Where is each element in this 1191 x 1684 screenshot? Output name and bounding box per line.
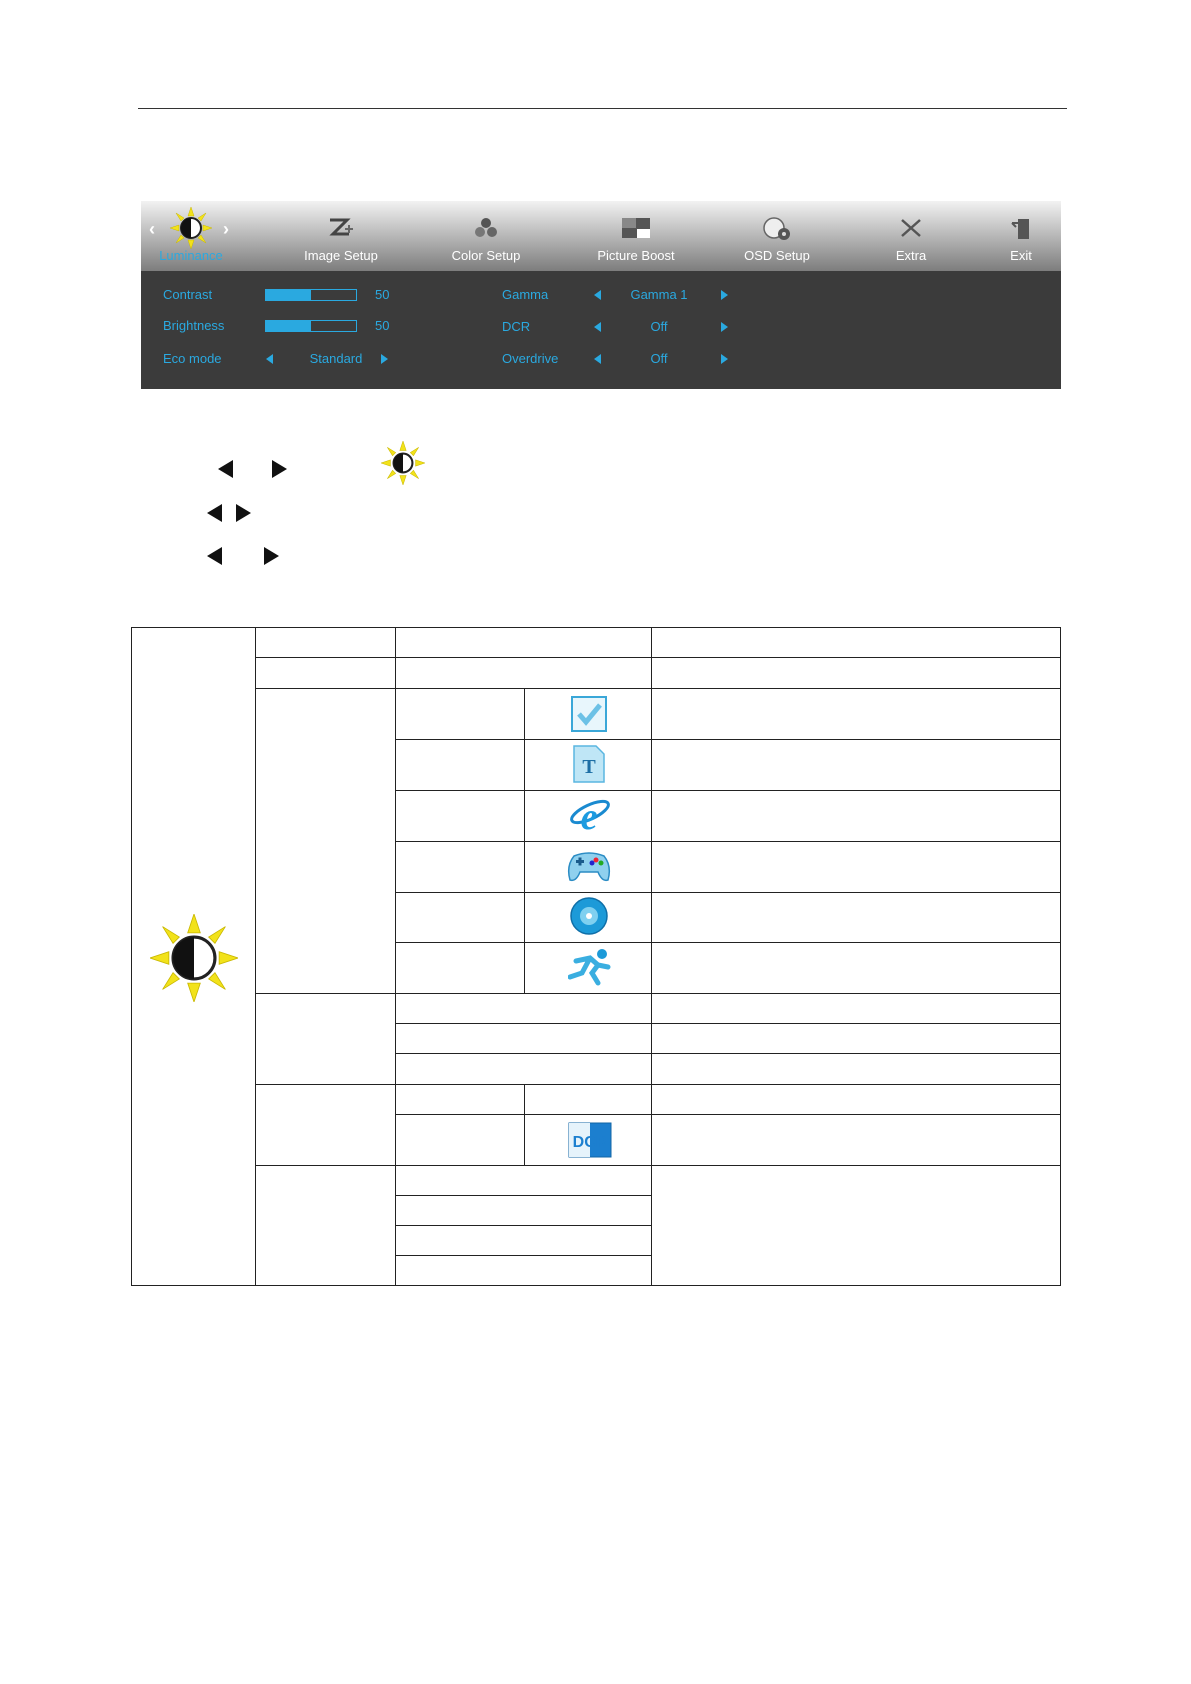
tab-label: Picture Boost <box>597 248 675 263</box>
table-divider <box>395 628 396 1285</box>
tab-osd-setup[interactable] <box>717 201 837 271</box>
brightness-slider-fill <box>266 321 311 331</box>
table-divider <box>395 841 1060 842</box>
internet-explorer-icon <box>568 794 610 836</box>
eco-mode-next-arrow[interactable] <box>381 354 388 364</box>
gamepad-icon <box>569 853 610 880</box>
overdrive-prev-arrow[interactable] <box>594 354 601 364</box>
svg-text:e: e <box>580 796 598 836</box>
picture-boost-icon <box>621 217 651 239</box>
exit-icon <box>1010 217 1032 241</box>
checkmark-icon <box>570 695 608 733</box>
left-arrow-icon <box>218 460 233 478</box>
table-divider <box>255 993 1060 994</box>
tab-label: Color Setup <box>451 248 521 263</box>
luminance-icon <box>381 441 425 485</box>
tab-color-setup[interactable] <box>431 201 541 271</box>
luminance-table <box>131 627 1061 1286</box>
dcr-label: DCR <box>502 319 531 334</box>
right-arrow-icon <box>264 547 279 565</box>
brightness-label: Brightness <box>163 318 225 333</box>
table-divider <box>395 1114 1060 1115</box>
dcr-value: Off <box>650 319 668 334</box>
table-divider <box>255 657 1060 658</box>
overdrive-value: Off <box>650 351 668 366</box>
tab-label: Extra <box>895 248 927 263</box>
table-divider <box>395 790 1060 791</box>
table-divider <box>255 688 1060 689</box>
eco-mode-value: Standard <box>309 351 363 366</box>
eco-mode-label: Eco mode <box>163 351 222 366</box>
table-divider <box>651 628 652 1285</box>
table-divider <box>395 1225 651 1226</box>
tab-label: Image Setup <box>304 248 378 263</box>
right-arrow-icon <box>272 460 287 478</box>
running-man-icon <box>568 947 612 987</box>
table-divider <box>395 1195 651 1196</box>
table-divider <box>395 942 1060 943</box>
gamma-label: Gamma <box>502 287 549 302</box>
eco-mode-prev-arrow[interactable] <box>266 354 273 364</box>
chevron-left-icon[interactable]: ‹ <box>149 219 155 239</box>
tab-label: Luminance <box>159 248 223 263</box>
osd-setup-icon <box>762 217 792 241</box>
chevron-right-icon[interactable]: › <box>223 219 229 239</box>
osd-menu <box>141 201 1061 389</box>
tab-extra[interactable] <box>861 201 961 271</box>
table-divider <box>395 1053 1060 1054</box>
tab-luminance[interactable] <box>141 201 241 271</box>
table-divider <box>395 892 1060 893</box>
dcr-prev-arrow[interactable] <box>594 322 601 332</box>
table-divider <box>255 628 256 1285</box>
brightness-slider[interactable] <box>265 320 357 332</box>
brightness-value: 50 <box>375 318 390 333</box>
table-divider <box>395 1255 651 1256</box>
contrast-slider-fill <box>266 290 311 300</box>
overdrive-label: Overdrive <box>502 351 559 366</box>
dcr-icon <box>568 1122 612 1158</box>
header-rule <box>138 108 1067 109</box>
table-divider <box>395 739 1060 740</box>
table-divider <box>255 1165 1060 1166</box>
gamma-value: Gamma 1 <box>630 287 688 302</box>
tab-exit[interactable] <box>981 201 1061 271</box>
left-arrow-icon <box>207 504 222 522</box>
svg-text:DCR: DCR <box>572 1134 608 1151</box>
svg-text:T: T <box>582 756 596 778</box>
table-divider <box>255 1084 1060 1085</box>
text-document-icon <box>572 744 606 784</box>
tab-label: OSD Setup <box>744 248 810 263</box>
tab-picture-boost[interactable] <box>571 201 701 271</box>
luminance-icon <box>150 914 238 1002</box>
gamma-prev-arrow[interactable] <box>594 290 601 300</box>
color-setup-icon <box>473 217 499 239</box>
tab-image-setup[interactable] <box>281 201 401 271</box>
contrast-label: Contrast <box>163 287 213 302</box>
gamma-next-arrow[interactable] <box>721 290 728 300</box>
table-divider <box>524 1084 525 1165</box>
extra-icon <box>899 217 923 239</box>
contrast-slider[interactable] <box>265 289 357 301</box>
contrast-value: 50 <box>375 287 390 302</box>
left-arrow-icon <box>207 547 222 565</box>
dcr-next-arrow[interactable] <box>721 322 728 332</box>
image-setup-icon <box>327 217 355 239</box>
overdrive-next-arrow[interactable] <box>721 354 728 364</box>
luminance-icon <box>170 207 212 249</box>
right-arrow-icon <box>236 504 251 522</box>
tab-label: Exit <box>1010 248 1032 263</box>
table-divider <box>395 1023 1060 1024</box>
disc-icon <box>569 896 609 936</box>
